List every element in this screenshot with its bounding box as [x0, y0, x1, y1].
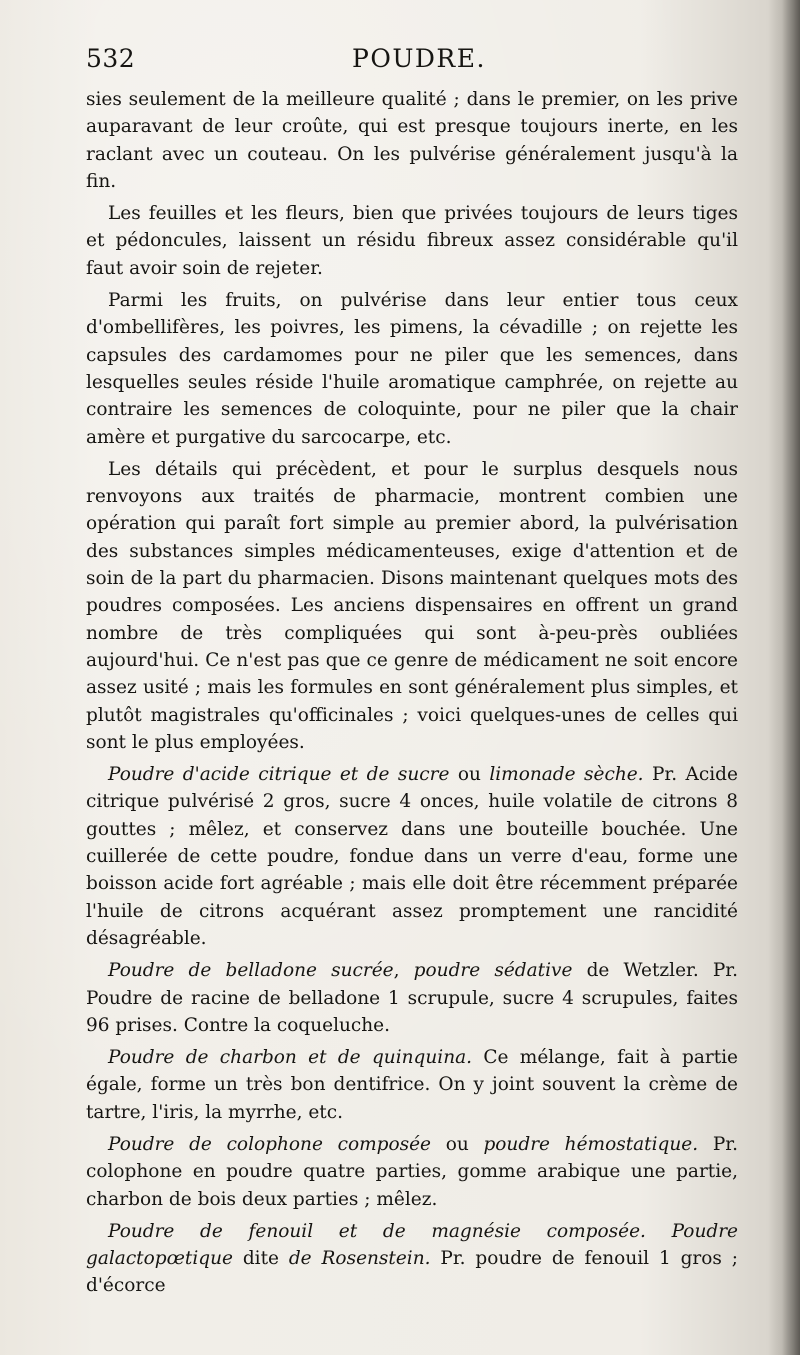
recipe-title: Poudre de colophone composée [108, 1133, 431, 1155]
paragraph-text: Ce mélange, fait à partie égale, forme un très bon dentifrice. On y joint souvent la crème de tartre, l'iris, la myrrhe, etc. [86, 1047, 738, 1123]
recipe-title: Poudre d'acide citrique et de sucre [108, 764, 450, 786]
paragraph-text: Pr. poudre de fenouil 1 gros ; d'écorce [86, 1248, 739, 1297]
page-header [86, 44, 738, 80]
paragraph-text: Pr. Acide citrique pulvérisé 2 gros, sucre 4 onces, huile volatile de citrons 8 gouttes ; mêlez, et conservez dans une bouteille bouchée. Une cuillerée de cette poudre, fondue dans un verre d'eau, forme une boisson acide fort agréable ; mais elle doit être récemment préparée l'huile de citrons acquérant assez promptement une rancidité désagréable. [86, 764, 738, 949]
paragraph [86, 86, 738, 195]
recipe-alt-title: poudre hémostatique. [483, 1133, 699, 1155]
recipe-paragraph [86, 1044, 738, 1126]
recipe-alt-title: de Rosenstein. [288, 1248, 431, 1270]
connector-text: ou [449, 764, 490, 786]
recipe-paragraph [86, 1218, 738, 1300]
paragraph-text: Les feuilles et les fleurs, bien que privées toujours de leurs tiges et pédoncules, laissent un résidu fibreux assez considérable qu'il faut avoir soin de rejeter. [86, 203, 738, 279]
body-text [86, 86, 738, 1300]
recipe-paragraph [86, 761, 738, 952]
page-edge-shadow [782, 0, 800, 1355]
recipe-title: Poudre de fenouil et de magnésie composée. Poudre galactopœtique [86, 1220, 738, 1270]
paragraph-text: de Wetzler. Pr. Poudre de racine de belladone 1 scrupule, sucre 4 scrupules, faites 96 prises. Contre la coqueluche. [86, 960, 738, 1036]
paragraph-text: Parmi les fruits, on pulvérise dans leur entier tous ceux d'ombellifères, les poivres, les pimens, la cévadille ; on rejette les capsules des cardamomes pour ne piler que les semences, dans lesquelles seules réside l'huile aromatique camphrée, on rejette au contraire les semences de coloquinte, pour ne piler que la chair amère et purgative du sarcocarpe, etc. [86, 290, 738, 448]
running-title: POUDRE. [352, 44, 486, 73]
recipe-title: Poudre de charbon et de quinquina. [108, 1047, 473, 1069]
page-number: 532 [86, 44, 136, 73]
recipe-paragraph [86, 1131, 738, 1213]
connector-text: dite [232, 1248, 289, 1270]
recipe-title: Poudre de belladone sucrée [108, 960, 394, 982]
paragraph-text: sies seulement de la meilleure qualité ; dans le premier, on les prive auparavant de leur croûte, qui est presque toujours inerte, en les raclant avec un couteau. On les pulvérise généralement jusqu'à la fin. [86, 89, 738, 192]
paragraph-text: Pr. colophone en poudre quatre parties, gomme arabique une partie, charbon de bois deux parties ; mêlez. [86, 1133, 738, 1210]
paragraph-text: Les détails qui précèdent, et pour le surplus desquels nous renvoyons aux traités de pharmacie, montrent combien une opération qui paraît fort simple au premier abord, la pulvérisation des substances simples médicamenteuses, exige d'attention et de soin de la part du pharmacien. Disons maintenant quelques mots des poudres composées. Les anciens dispensaires en offrent un grand nombre de très compliquées qui sont à-peu-près oubliées aujourd'hui. Ce n'est pas que ce genre de médicament ne soit encore assez usité ; mais les formules en sont généralement plus simples, et plutôt magistrales qu'officinales ; voici quelques-unes de celles qui sont le plus employées. [86, 458, 738, 753]
recipe-alt-title: limonade sèche. [489, 764, 644, 786]
connector-text: ou [431, 1133, 484, 1155]
paragraph [86, 287, 738, 451]
recipe-paragraph [86, 957, 738, 1039]
recipe-alt-title: poudre sédative [413, 960, 573, 982]
paragraph [86, 456, 738, 756]
paragraph [86, 200, 738, 282]
connector-text: , [393, 960, 414, 982]
